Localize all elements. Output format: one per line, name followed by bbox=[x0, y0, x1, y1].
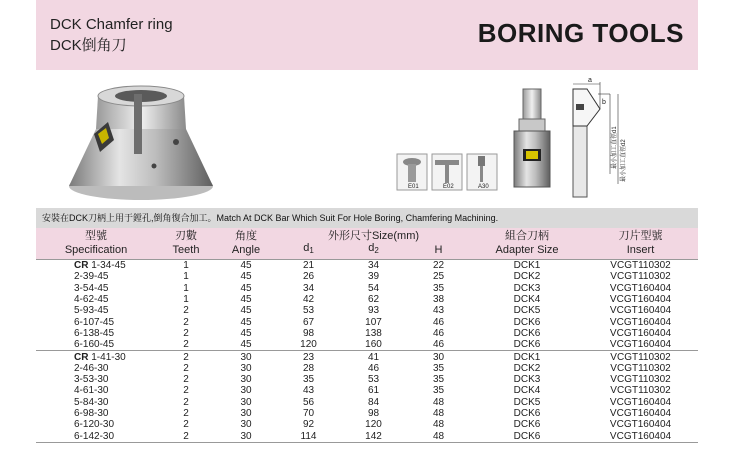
table-row bbox=[36, 271, 698, 282]
cell-d2: 34 bbox=[341, 260, 406, 272]
cell-adapter: DCK1 bbox=[471, 351, 583, 363]
cell-insert: VCGT160404 bbox=[609, 396, 672, 408]
product-illustrations bbox=[36, 74, 698, 206]
cell-angle: 45 bbox=[240, 305, 252, 317]
cell-spec: 2-39-45 bbox=[74, 271, 109, 283]
cell-d1: 53 bbox=[302, 305, 315, 317]
cell-teeth: 1 bbox=[183, 282, 189, 294]
tool-icons bbox=[397, 154, 497, 190]
cell-insert: VCGT110302 bbox=[610, 362, 671, 374]
cell-insert: VCGT160404 bbox=[609, 327, 672, 339]
cell-angle: 30 bbox=[240, 419, 252, 431]
cell-h: 35 bbox=[432, 282, 445, 294]
header-spec-en: Specification bbox=[36, 242, 156, 260]
cell-d2: 138 bbox=[365, 327, 382, 339]
cell-teeth: 2 bbox=[156, 351, 216, 363]
cell-d2: 61 bbox=[367, 385, 380, 397]
cell-d2: 46 bbox=[367, 362, 380, 374]
cell-insert: VCGT160404 bbox=[609, 294, 672, 306]
cell-insert: VCGT160404 bbox=[609, 316, 672, 328]
table-row bbox=[36, 305, 698, 316]
cell-angle: 30 bbox=[240, 374, 252, 386]
table-body bbox=[36, 260, 698, 443]
cell-insert: VCGT110302 bbox=[610, 271, 671, 283]
cell-teeth: 1 bbox=[156, 260, 216, 272]
cell-teeth: 2 bbox=[156, 430, 216, 442]
cell-angle: 45 bbox=[240, 339, 252, 351]
cell-spec: 3-53-30 bbox=[74, 374, 109, 386]
table-row bbox=[36, 363, 698, 374]
cell-insert: VCGT160404 bbox=[609, 408, 672, 419]
table-row bbox=[36, 408, 698, 419]
cell-adapter: DCK1 bbox=[471, 260, 583, 272]
cell-h: 35 bbox=[432, 374, 445, 386]
cell-spec: 3-54-45 bbox=[74, 282, 109, 294]
cell-d2: 160 bbox=[365, 339, 382, 351]
cell-d2: 98 bbox=[367, 408, 380, 419]
cell-d1: 28 bbox=[302, 362, 315, 374]
cell-h: 25 bbox=[432, 271, 445, 283]
wrench-icon: A30 bbox=[478, 184, 489, 190]
cell-adapter: DCK2 bbox=[513, 271, 541, 283]
cell-h: 38 bbox=[432, 294, 445, 306]
cell-d2: 84 bbox=[367, 396, 380, 408]
cell-teeth: 2 bbox=[183, 305, 189, 317]
table-row bbox=[36, 283, 698, 294]
cell-h: 48 bbox=[406, 430, 471, 442]
header-adapter-en: Adapter Size bbox=[471, 242, 583, 260]
cell-d1: 120 bbox=[300, 339, 317, 351]
table-header-row bbox=[36, 228, 698, 242]
cell-spec: 6-98-30 bbox=[74, 408, 109, 419]
screw-icon: E01 bbox=[408, 184, 419, 190]
illustration-area bbox=[36, 74, 698, 206]
cell-adapter: DCK3 bbox=[513, 282, 541, 294]
cell-angle: 45 bbox=[240, 271, 252, 283]
title-english: DCK Chamfer ring bbox=[50, 16, 173, 33]
cell-spec: 2-46-30 bbox=[74, 362, 109, 374]
cell-h: 48 bbox=[432, 396, 445, 408]
cell-angle: 30 bbox=[240, 408, 252, 419]
cell-angle: 30 bbox=[216, 351, 276, 363]
cell-d2: 54 bbox=[367, 282, 380, 294]
cell-d1: 34 bbox=[302, 282, 315, 294]
cell-adapter: DCK4 bbox=[513, 294, 541, 306]
cell-angle: 30 bbox=[240, 396, 252, 408]
table-header-row bbox=[36, 242, 698, 260]
cell-d2: 53 bbox=[367, 374, 380, 386]
cell-angle: 30 bbox=[216, 430, 276, 442]
description-note: 安裝在DCK刀柄上用于鏜孔,倒角復合加工。Match At DCK Bar Which Suit For Hole Boring, Chamfering Machining. bbox=[36, 208, 698, 228]
cell-spec: 5-84-30 bbox=[74, 396, 109, 408]
cell-adapter: DCK6 bbox=[513, 339, 541, 351]
holder-drawing bbox=[514, 89, 550, 187]
cell-insert: VCGT160404 bbox=[609, 305, 672, 317]
cell-d1: 42 bbox=[302, 294, 315, 306]
cell-h: 46 bbox=[432, 327, 445, 339]
cell-teeth: 2 bbox=[183, 327, 189, 339]
cell-teeth: 2 bbox=[183, 385, 189, 397]
cell-insert: VCGT110302 bbox=[610, 385, 671, 397]
header-insert-en: Insert bbox=[583, 242, 698, 260]
cell-adapter: DCK2 bbox=[513, 362, 541, 374]
title-chinese: DCK倒角刀 bbox=[50, 37, 127, 54]
header-teeth: 刃數 bbox=[156, 228, 216, 242]
header-d1: d1 bbox=[276, 242, 341, 260]
table-row bbox=[36, 339, 698, 351]
table-row bbox=[36, 351, 698, 363]
header-size: 外形尺寸Size(mm) bbox=[276, 228, 471, 242]
cell-d2: 120 bbox=[365, 419, 382, 431]
cell-insert: VCGT160404 bbox=[609, 339, 672, 351]
cell-h: 48 bbox=[432, 408, 445, 419]
cell-spec: 5-93-45 bbox=[74, 305, 109, 317]
cell-angle: 45 bbox=[240, 294, 252, 306]
header-teeth-en: Teeth bbox=[156, 242, 216, 260]
cell-teeth: 2 bbox=[183, 339, 189, 351]
cell-d1: 114 bbox=[276, 430, 341, 442]
header-angle-en: Angle bbox=[216, 242, 276, 260]
label-b: b bbox=[602, 99, 606, 106]
chamfer-ring-image bbox=[69, 86, 213, 200]
cell-teeth: 2 bbox=[183, 396, 189, 408]
cell-adapter: DCK5 bbox=[513, 396, 541, 408]
header-insert: 刀片型號 bbox=[583, 228, 698, 242]
cell-angle: 30 bbox=[240, 385, 252, 397]
header-d2: d2 bbox=[341, 242, 406, 260]
cell-spec: 4-62-45 bbox=[74, 294, 109, 306]
cell-spec: 6-160-45 bbox=[74, 339, 115, 351]
cell-h: 22 bbox=[406, 260, 471, 272]
table-row bbox=[36, 430, 698, 442]
cell-d2: 107 bbox=[365, 316, 382, 328]
cell-teeth: 2 bbox=[183, 419, 189, 431]
cell-h: 30 bbox=[406, 351, 471, 363]
cell-d2: 93 bbox=[367, 305, 380, 317]
cell-spec: 6-107-45 bbox=[74, 316, 115, 328]
header-angle: 角度 bbox=[216, 228, 276, 242]
brand-heading: BORING TOOLS bbox=[477, 18, 684, 48]
table-row bbox=[36, 385, 698, 396]
cell-spec: 4-61-30 bbox=[74, 385, 109, 397]
cell-angle: 45 bbox=[240, 327, 252, 339]
cell-angle: 45 bbox=[216, 260, 276, 272]
cell-angle: 45 bbox=[240, 282, 252, 294]
cell-d1: 98 bbox=[302, 327, 315, 339]
header-adapter: 組合刀柄 bbox=[471, 228, 583, 242]
cell-adapter: DCK6 bbox=[513, 316, 541, 328]
cell-d1: 70 bbox=[302, 408, 315, 419]
cell-d1: 43 bbox=[302, 385, 315, 397]
table-row bbox=[36, 316, 698, 327]
cell-teeth: 1 bbox=[183, 294, 189, 306]
cell-spec: CR 1-34-45 bbox=[36, 260, 156, 272]
label-a: a bbox=[588, 77, 592, 84]
cell-d2: 41 bbox=[341, 351, 406, 363]
cell-spec: 6-120-30 bbox=[74, 419, 115, 431]
cell-insert: VCGT160404 bbox=[583, 430, 698, 442]
dimension-diagram bbox=[573, 77, 627, 197]
cell-adapter: DCK6 bbox=[513, 408, 541, 419]
table-row bbox=[36, 419, 698, 430]
cell-adapter: DCK6 bbox=[471, 430, 583, 442]
cell-angle: 45 bbox=[240, 316, 252, 328]
cell-h: 46 bbox=[432, 316, 445, 328]
cell-h: 43 bbox=[432, 305, 445, 317]
cell-d1: 23 bbox=[276, 351, 341, 363]
label-d1: 最小加工直徑d1 bbox=[612, 126, 618, 169]
label-d2: 最小加工直徑d2 bbox=[621, 139, 627, 182]
table-row bbox=[36, 260, 698, 272]
cell-d1: 92 bbox=[302, 419, 315, 431]
cell-insert: VCGT110302 bbox=[610, 374, 671, 386]
page-header bbox=[36, 0, 698, 70]
cell-h: 35 bbox=[432, 362, 445, 374]
header-h: H bbox=[406, 242, 471, 260]
cell-adapter: DCK6 bbox=[513, 327, 541, 339]
cell-d1: 67 bbox=[302, 316, 315, 328]
cell-adapter: DCK4 bbox=[513, 385, 541, 397]
table-row bbox=[36, 397, 698, 408]
cell-d1: 35 bbox=[302, 374, 315, 386]
cell-teeth: 2 bbox=[183, 408, 189, 419]
cell-d2: 142 bbox=[341, 430, 406, 442]
cell-angle: 30 bbox=[240, 362, 252, 374]
key-icon: E02 bbox=[443, 184, 454, 190]
cell-d1: 56 bbox=[302, 396, 315, 408]
cell-adapter: DCK3 bbox=[513, 374, 541, 386]
header-spec: 型號 bbox=[36, 228, 156, 242]
cell-teeth: 2 bbox=[183, 374, 189, 386]
cell-spec: CR 1-41-30 bbox=[36, 351, 156, 363]
cell-insert: VCGT110302 bbox=[583, 351, 698, 363]
cell-d1: 21 bbox=[276, 260, 341, 272]
cell-h: 46 bbox=[432, 339, 445, 351]
cell-insert: VCGT110302 bbox=[583, 260, 698, 272]
cell-insert: VCGT160404 bbox=[609, 419, 672, 431]
cell-d2: 39 bbox=[367, 271, 380, 283]
cell-spec: 6-138-45 bbox=[74, 327, 115, 339]
table-row bbox=[36, 294, 698, 305]
specification-table bbox=[36, 228, 698, 443]
table-row bbox=[36, 328, 698, 339]
cell-teeth: 2 bbox=[183, 362, 189, 374]
cell-insert: VCGT160404 bbox=[609, 282, 672, 294]
cell-spec: 6-142-30 bbox=[36, 430, 156, 442]
table-row bbox=[36, 374, 698, 385]
cell-h: 48 bbox=[432, 419, 445, 431]
cell-d2: 62 bbox=[367, 294, 380, 306]
cell-adapter: DCK5 bbox=[513, 305, 541, 317]
cell-adapter: DCK6 bbox=[513, 419, 541, 431]
cell-h: 35 bbox=[432, 385, 445, 397]
cell-d1: 26 bbox=[302, 271, 315, 283]
cell-teeth: 2 bbox=[183, 316, 189, 328]
cell-teeth: 1 bbox=[183, 271, 189, 283]
